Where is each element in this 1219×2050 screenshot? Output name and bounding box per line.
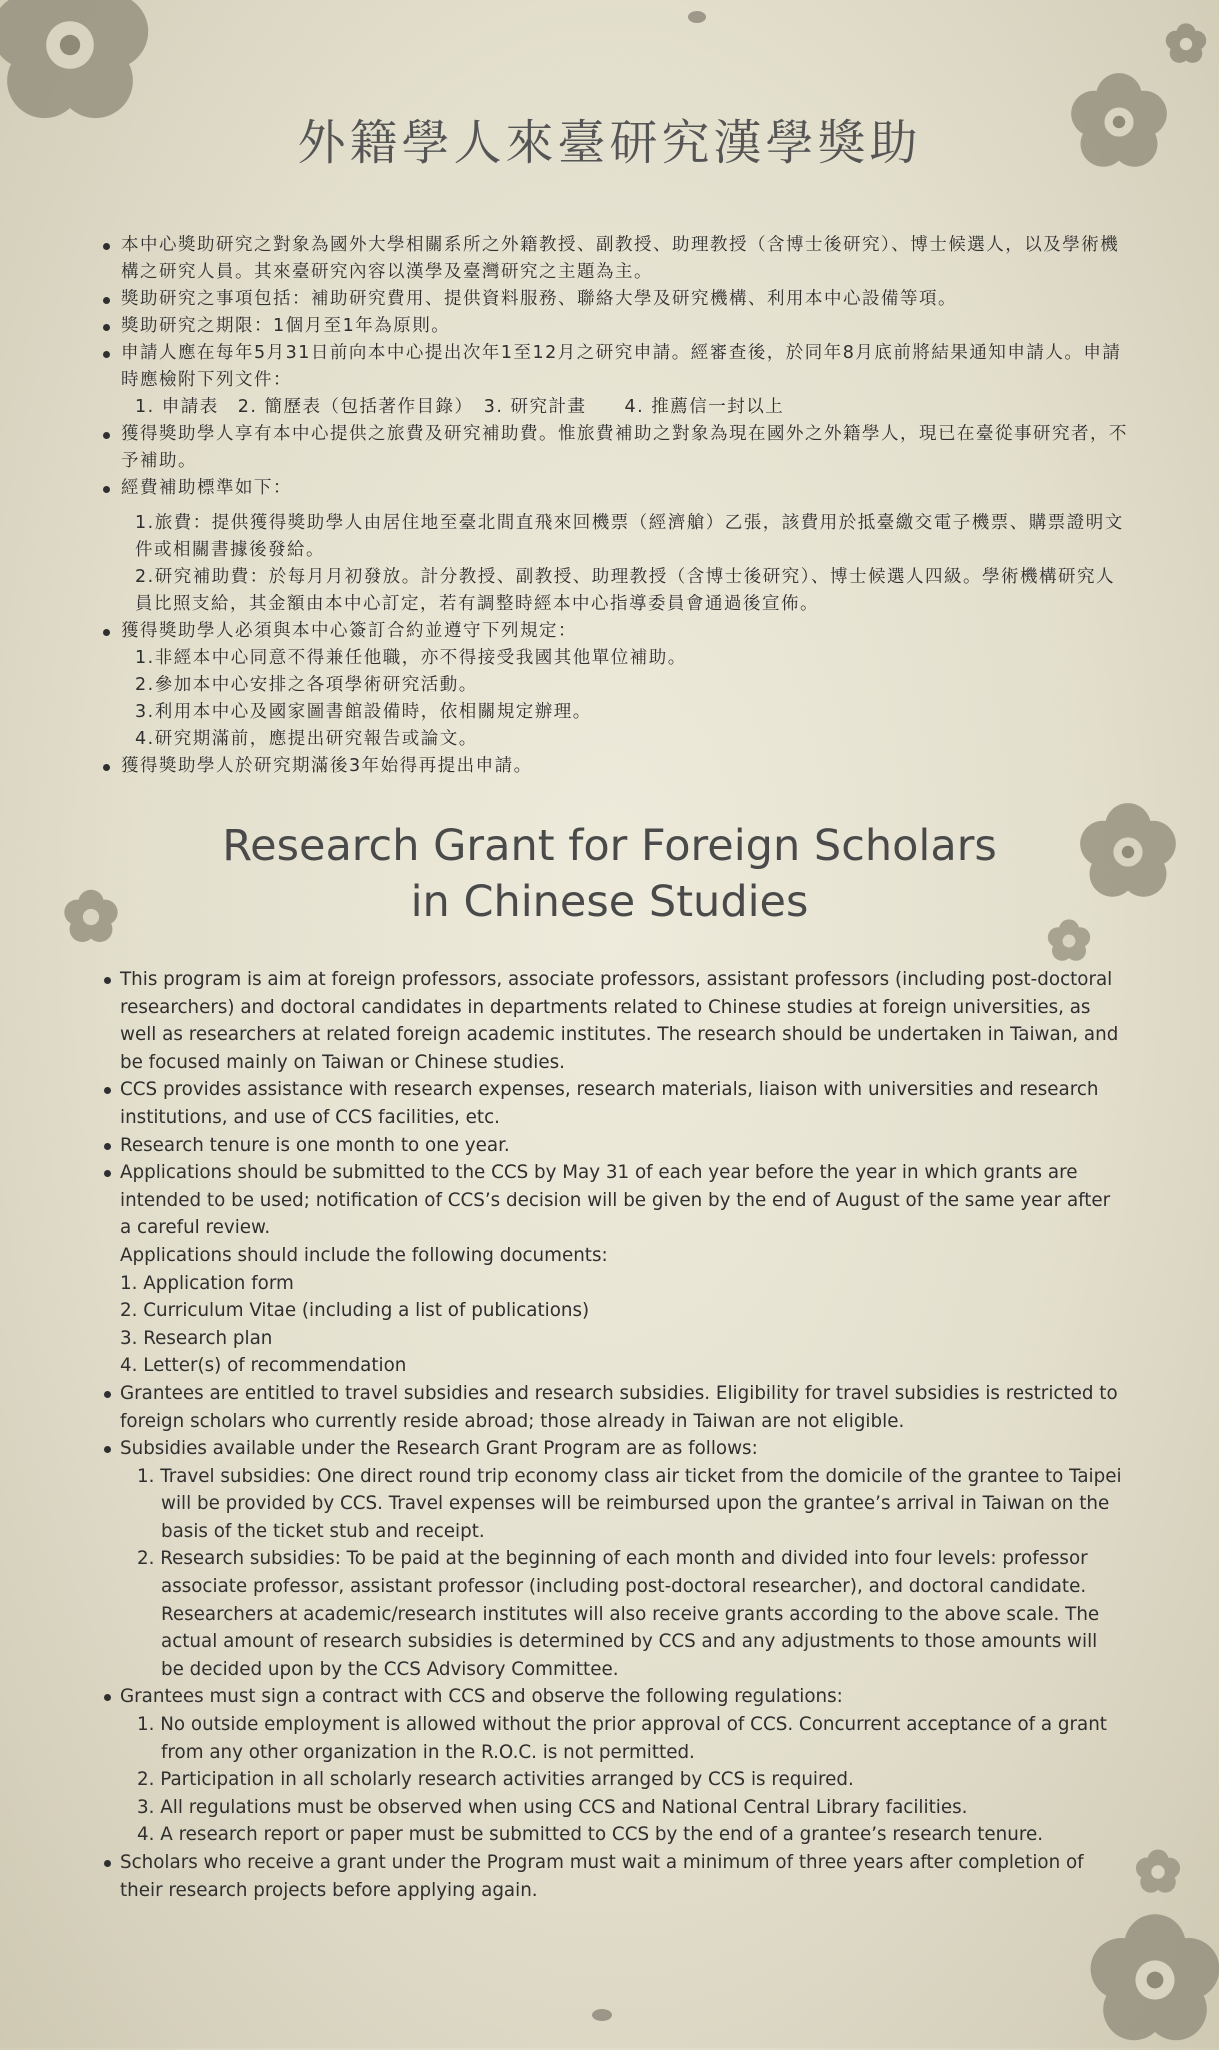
- list-item: Subsidies available under the Research Grant Program are as follows: 1. Travel subsidies: One direct round trip economy class air ticket from the domicile of the grantee to Taipei will be provided by CCS. Travel expenses will be reimbursed upon the grantee’s arrival in Taiwan on the basis of the ticket stub and receipt. 2. Research subsidies: To be paid at the beginning of each month and divided into four levels: professor associate professor, assistant professor (including post-doctoral researcher), and doctoral candidate. Researchers at academic/research institutes will also receive grants according to the above scale. The actual amount of research subsidies is determined by CCS and any adjustments to those amounts will be decided upon by the CCS Advisory Committee.: [103, 1435, 1123, 1683]
- list-item: 申請人應在每年5月31日前向本中心提出次年1至12月之研究申請。經審查後，於同年8月底前將結果通知申請人。申請時應檢附下列文件： 1. 申請表 2. 簡歷表（包括著作目錄） 3. 研究計畫 4. 推薦信一封以上: [105, 340, 1130, 421]
- document-item: 1. Application form: [120, 1272, 294, 1294]
- subsidy-list: [121, 510, 1130, 618]
- document-item: 4. Letter(s) of recommendation: [120, 1355, 407, 1377]
- list-item: CCS provides assistance with research expenses, research materials, liaison with universities and research institutions, and use of CCS facilities, etc.: [103, 1076, 1123, 1131]
- english-title-line-1: Research Grant for Foreign Scholars: [222, 821, 997, 871]
- regulations-list: [121, 645, 1130, 753]
- list-item: Applications should be submitted to the CCS by May 31 of each year before the year in which grants are intended to be used; notification of CCS’s decision will be given by the end of August of the same year after a careful review. Applications should include the following documents: 1. Application form 2. Curriculum Vitae (including a list of publications) 3. Research plan 4. Letter(s) of recommendation: [103, 1159, 1123, 1380]
- sub-item: 2.參加本中心安排之各項學術研究活動。: [135, 675, 478, 695]
- list-item: 獲得獎助學人享有本中心提供之旅費及研究補助費。惟旅費補助之對象為現在國外之外籍學人，現已在臺從事研究者，不予補助。: [105, 421, 1130, 475]
- document-item: 3. Research plan: [120, 1327, 273, 1349]
- list-item: 本中心獎助研究之對象為國外大學相關系所之外籍教授、副教授、助理教授（含博士後研究）、博士候選人，以及學術機構之研究人員。其來臺研究內容以漢學及臺灣研究之主題為主。: [105, 232, 1130, 286]
- sub-item: 2. Research subsidies: To be paid at the beginning of each month and divided into four levels: professor associate professor, assistant professor (including post-doctoral researcher), and doctoral candidate. Researchers at academic/research institutes will also receive grants according to the above scale. The actual amount of research subsidies is determined by CCS and any adjustments to those amounts will be decided upon by the CCS Advisory Committee.: [137, 1548, 1100, 1680]
- leaf-decoration-bottom: [590, 2006, 614, 2024]
- sub-item: 1. No outside employment is allowed without the prior approval of CCS. Concurrent acceptance of a grant from any other organization in the R.O.C. is not permitted.: [137, 1714, 1107, 1763]
- list-item: 獎助研究之期限：1個月至1年為原則。: [105, 313, 1130, 340]
- documents-intro: Applications should include the following documents:: [120, 1244, 608, 1266]
- english-bullet-list: [103, 966, 1123, 1904]
- chinese-title: 外籍學人來臺研究漢學獎助: [297, 115, 922, 171]
- plum-blossom-decoration-top-right-small: [1164, 22, 1208, 66]
- sub-item: 4. A research report or paper must be submitted to CCS by the end of a grantee’s research tenure.: [137, 1824, 1044, 1846]
- sub-item: 1. 申請表 2. 簡歷表（包括著作目錄） 3. 研究計畫 4. 推薦信一封以上: [135, 397, 785, 417]
- list-item: 獲得獎助學人於研究期滿後3年始得再提出申請。: [105, 753, 1130, 780]
- sub-item: 2. Participation in all scholarly research activities arranged by CCS is required.: [137, 1769, 854, 1791]
- list-item: This program is aim at foreign professors, associate professors, assistant professors (including post-doctoral researchers) and doctoral candidates in departments related to Chinese studies at foreign universities, as well as researchers at related foreign academic institutes. The research should be undertaken in Taiwan, and be focused mainly on Taiwan or Chinese studies.: [103, 966, 1123, 1076]
- sub-item: 1. Travel subsidies: One direct round trip economy class air ticket from the domicile of the grantee to Taipei will be provided by CCS. Travel expenses will be reimbursed upon the grantee’s arrival in Taiwan on the basis of the ticket stub and receipt.: [137, 1465, 1122, 1542]
- sub-item: 3.利用本中心及國家圖書館設備時，依相關規定辦理。: [135, 702, 592, 722]
- list-item: 獲得獎助學人必須與本中心簽訂合約並遵守下列規定： 1.非經本中心同意不得兼任他職，亦不得接受我國其他單位補助。 2.參加本中心安排之各項學術研究活動。 3.利用本中心及國家圖書館設備時，依相關規定辦理。 4.研究期滿前，應提出研究報告或論文。: [105, 618, 1130, 753]
- sub-item: 2.研究補助費：於每月月初發放。計分教授、副教授、助理教授（含博士後研究）、博士候選人四級。學術機構研究人員比照支給，其金額由本中心訂定，若有調整時經本中心指導委員會通過後宣佈。: [135, 567, 1115, 614]
- subsidy-list: [120, 1463, 1123, 1684]
- document-item: 2. Curriculum Vitae (including a list of publications): [120, 1300, 590, 1322]
- sub-item: 4.研究期滿前，應提出研究報告或論文。: [135, 729, 478, 749]
- english-title: [0, 818, 1219, 930]
- documents-list: [121, 394, 1130, 421]
- sub-item: 1.非經本中心同意不得兼任他職，亦不得接受我國其他單位補助。: [135, 648, 687, 668]
- sub-item: 1.旅費：提供獲得獎助學人由居住地至臺北間直飛來回機票（經濟艙）乙張，該費用於抵臺繳交電子機票、購票證明文件或相關書據後發給。: [135, 513, 1124, 560]
- list-item: Grantees are entitled to travel subsidies and research subsidies. Eligibility for travel subsidies is restricted to foreign scholars who currently reside abroad; those already in Taiwan are not eligible.: [103, 1380, 1123, 1435]
- sub-item: 3. All regulations must be observed when using CCS and National Central Library facilities.: [137, 1796, 968, 1818]
- list-item: 經費補助標準如下： 1.旅費：提供獲得獎助學人由居住地至臺北間直飛來回機票（經濟艙）乙張，該費用於抵臺繳交電子機票、購票證明文件或相關書據後發給。 2.研究補助費：於每月月初發放。計分教授、副教授、助理教授（含博士後研究）、博士候選人四級。學術機構研究人員比照支給，其金額由本中心訂定，若有調整時經本中心指導委員會通過後宣佈。: [105, 475, 1130, 618]
- plum-blossom-decoration-bottom-right: [1085, 1910, 1219, 2050]
- english-title-line-2: in Chinese Studies: [410, 877, 809, 927]
- regulations-list: [120, 1711, 1123, 1849]
- list-item: Scholars who receive a grant under the Program must wait a minimum of three years after completion of their research projects before applying again.: [103, 1849, 1123, 1904]
- list-item: Research tenure is one month to one year.: [103, 1132, 1123, 1160]
- plum-blossom-decoration-bottom-right-small: [1134, 1848, 1182, 1896]
- leaf-decoration-top: [686, 8, 708, 26]
- list-item: Grantees must sign a contract with CCS and observe the following regulations: 1. No outside employment is allowed without the prior approval of CCS. Concurrent acceptance of a grant from any other organization in the R.O.C. is not permitted. 2. Participation in all scholarly research activities arranged by CCS is required. 3. All regulations must be observed when using CCS and National Central Library facilities. 4. A research report or paper must be submitted to CCS by the end of a grantee’s research tenure.: [103, 1683, 1123, 1849]
- list-item: 獎助研究之事項包括：補助研究費用、提供資料服務、聯絡大學及研究機構、利用本中心設備等項。: [105, 286, 1130, 313]
- chinese-bullet-list: [105, 232, 1130, 780]
